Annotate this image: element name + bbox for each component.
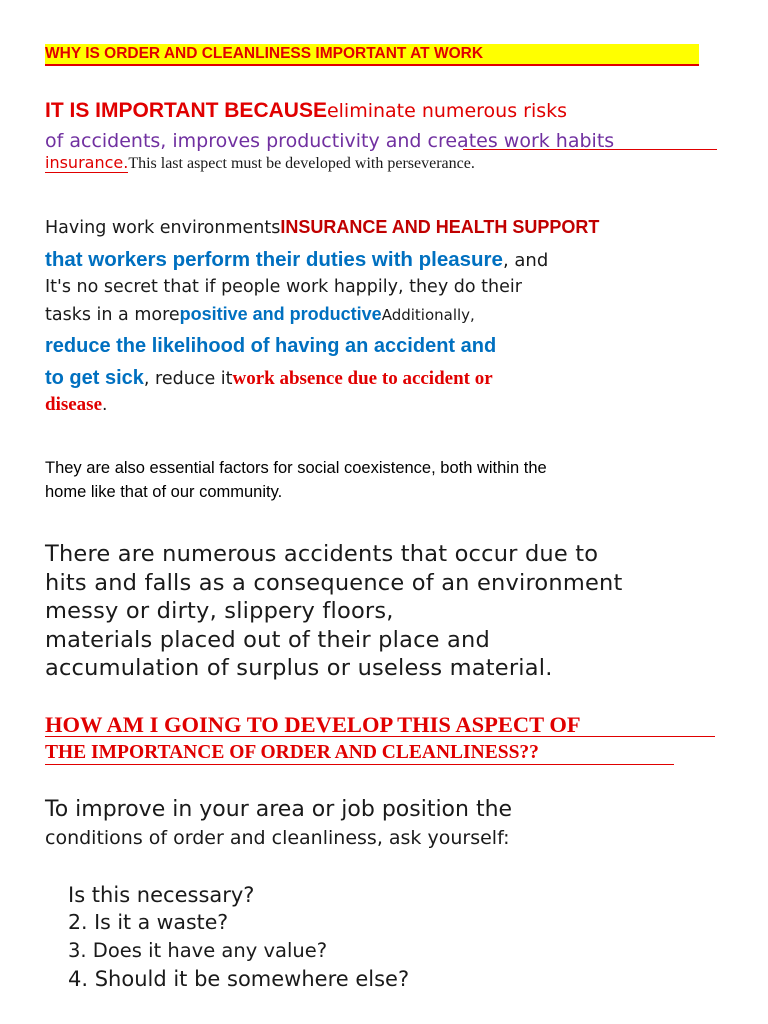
para2-l1-b: INSURANCE AND HEALTH SUPPORT	[280, 217, 600, 237]
document-title: WHY IS ORDER AND CLEANLINESS IMPORTANT AT WORK	[45, 44, 699, 66]
para2-line5: reduce the likelihood of having an accident and	[45, 335, 497, 357]
para2-line1	[45, 214, 599, 241]
para2-l7-a: disease	[45, 394, 102, 415]
para2-l6-a: to get sick	[45, 367, 144, 389]
para4-line1: There are numerous accidents that occur due to	[45, 541, 599, 567]
para2-l2-b: , and	[502, 250, 549, 271]
para2-l7-b: .	[102, 395, 108, 415]
para1-l3-rest: This last aspect must be developed with perseverance.	[128, 155, 475, 172]
para2-line3: It's no secret that if people work happily, they do their	[45, 277, 522, 297]
para2-line4	[45, 301, 475, 328]
para3-line2: home like that of our community.	[45, 483, 283, 501]
question-2: 2. Is it a waste?	[68, 910, 229, 934]
improve-line1: To improve in your area or job position the	[45, 797, 513, 822]
para2-l4-b: positive and productive	[179, 304, 382, 324]
para2-l6-c: work absence due to accident or	[232, 368, 493, 389]
para4-line3: messy or dirty, slippery floors,	[45, 598, 394, 624]
para2-line7	[45, 392, 107, 418]
para3-line1: They are also essential factors for social coexistence, both within the	[45, 459, 547, 477]
para4-line4: materials placed out of their place and	[45, 627, 490, 653]
para1-line2: of accidents, improves productivity and creates work habits	[45, 130, 615, 152]
para2-l1-a: Having work environments	[45, 218, 281, 238]
para4-line2: hits and falls as a consequence of an environment	[45, 570, 623, 596]
para1-l3-red: insurance.	[45, 153, 129, 172]
improve-line2: conditions of order and cleanliness, ask yourself:	[45, 827, 510, 849]
para2-l6-b: , reduce it	[143, 369, 233, 389]
section-underline-1	[45, 736, 715, 737]
section-heading-line1: HOW AM I GOING TO DEVELOP THIS ASPECT OF	[45, 712, 581, 737]
para2-line6	[45, 364, 493, 393]
question-1: Is this necessary?	[68, 883, 255, 907]
para1-line3	[45, 152, 475, 175]
para2-line2	[45, 246, 548, 275]
para2-l4-c: Additionally,	[381, 306, 475, 324]
section-heading-line2: THE IMPORTANCE OF ORDER AND CLEANLINESS??	[45, 742, 539, 763]
para1-lead: IT IS IMPORTANT BECAUSE	[45, 99, 327, 122]
question-3: 3. Does it have any value?	[68, 939, 328, 962]
para1-line1	[45, 96, 567, 125]
section-underline-2	[45, 764, 674, 765]
para4-line5: accumulation of surplus or useless material.	[45, 655, 553, 681]
para2-l4-a: tasks in a more	[45, 305, 180, 325]
para1-underline	[463, 149, 717, 150]
question-4: 4. Should it be somewhere else?	[68, 967, 410, 991]
para1-l1-rest: eliminate numerous risks	[326, 100, 568, 122]
para2-l2-a: that workers perform their duties with pleasure	[45, 248, 503, 271]
